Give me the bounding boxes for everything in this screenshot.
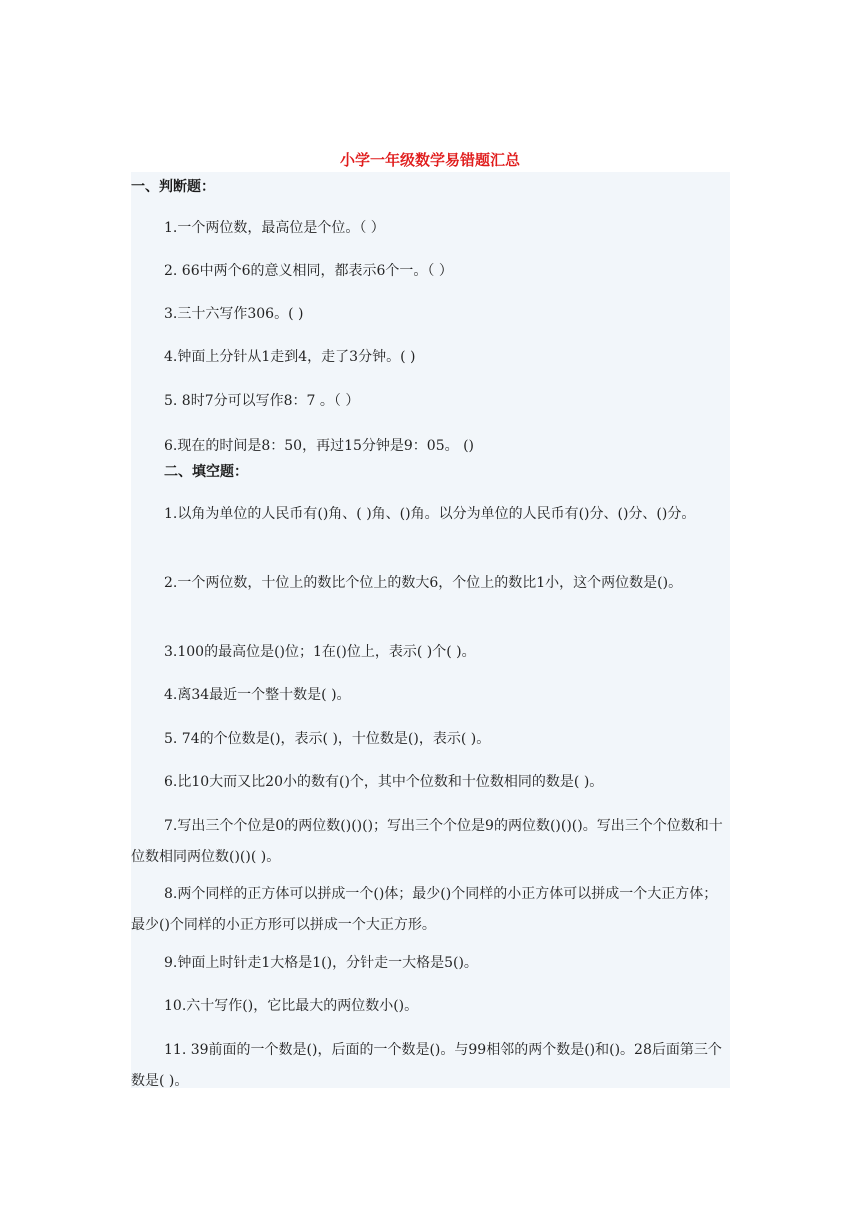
fill-question-2: 2.一个两位数，十位上的数比个位上的数大6，个位上的数比1小，这个两位数是()。: [164, 575, 683, 591]
fill-question-1: 1.以角为单位的人民币有()角、( )角、()角。以分为单位的人民币有()分、()分、()分。: [164, 506, 696, 522]
judgement-question-2: 2. 66中两个6的意义相同，都表示6个一。（ ）: [164, 263, 453, 279]
fill-question-6: 6.比10大而又比20小的数有()个，其中个位数和十位数相同的数是( )。: [164, 774, 604, 790]
judgement-question-3: 3.三十六写作306。( ): [164, 306, 304, 322]
section-heading-fill-in: 二、填空题：: [164, 464, 248, 480]
fill-question-9: 9.钟面上时针走1大格是1()，分针走一大格是5()。: [164, 955, 478, 971]
fill-question-5: 5. 74的个位数是()，表示( )，十位数是()，表示( )。: [164, 731, 491, 747]
fill-question-3: 3.100的最高位是()位；1在()位上，表示( )个( )。: [164, 644, 476, 660]
judgement-question-5: 5. 8时7分可以写作8：7 。（ ）: [164, 393, 360, 409]
fill-question-10: 10.六十写作()，它比最大的两位数小()。: [164, 998, 419, 1014]
fill-question-8: 8.两个同样的正方体可以拼成一个()体；最少()个同样的小正方体可以拼成一个大正方体；最少()个同样的小正方形可以拼成一个大正方形。: [131, 886, 718, 933]
document-title: 小学一年级数学易错题汇总: [339, 151, 520, 169]
judgement-question-6: 6.现在的时间是8：50，再过15分钟是9：05。 (): [164, 438, 474, 454]
fill-question-7: 7.写出三个个位是0的两位数()()()；写出三个个位是9的两位数()()()。写出三个个位数和十位数相同两位数()()( )。: [131, 818, 723, 865]
fill-question-11: 11. 39前面的一个数是()，后面的一个数是()。与99相邻的两个数是()和()。28后面第三个数是( )。: [131, 1042, 722, 1089]
section-heading-judgement: 一、判断题：: [131, 179, 215, 195]
fill-question-4: 4.离34最近一个整十数是( )。: [164, 687, 351, 703]
judgement-question-1: 1.一个两位数，最高位是个位。（ ）: [164, 220, 385, 236]
judgement-question-4: 4.钟面上分针从1走到4，走了3分钟。( ): [164, 349, 416, 365]
